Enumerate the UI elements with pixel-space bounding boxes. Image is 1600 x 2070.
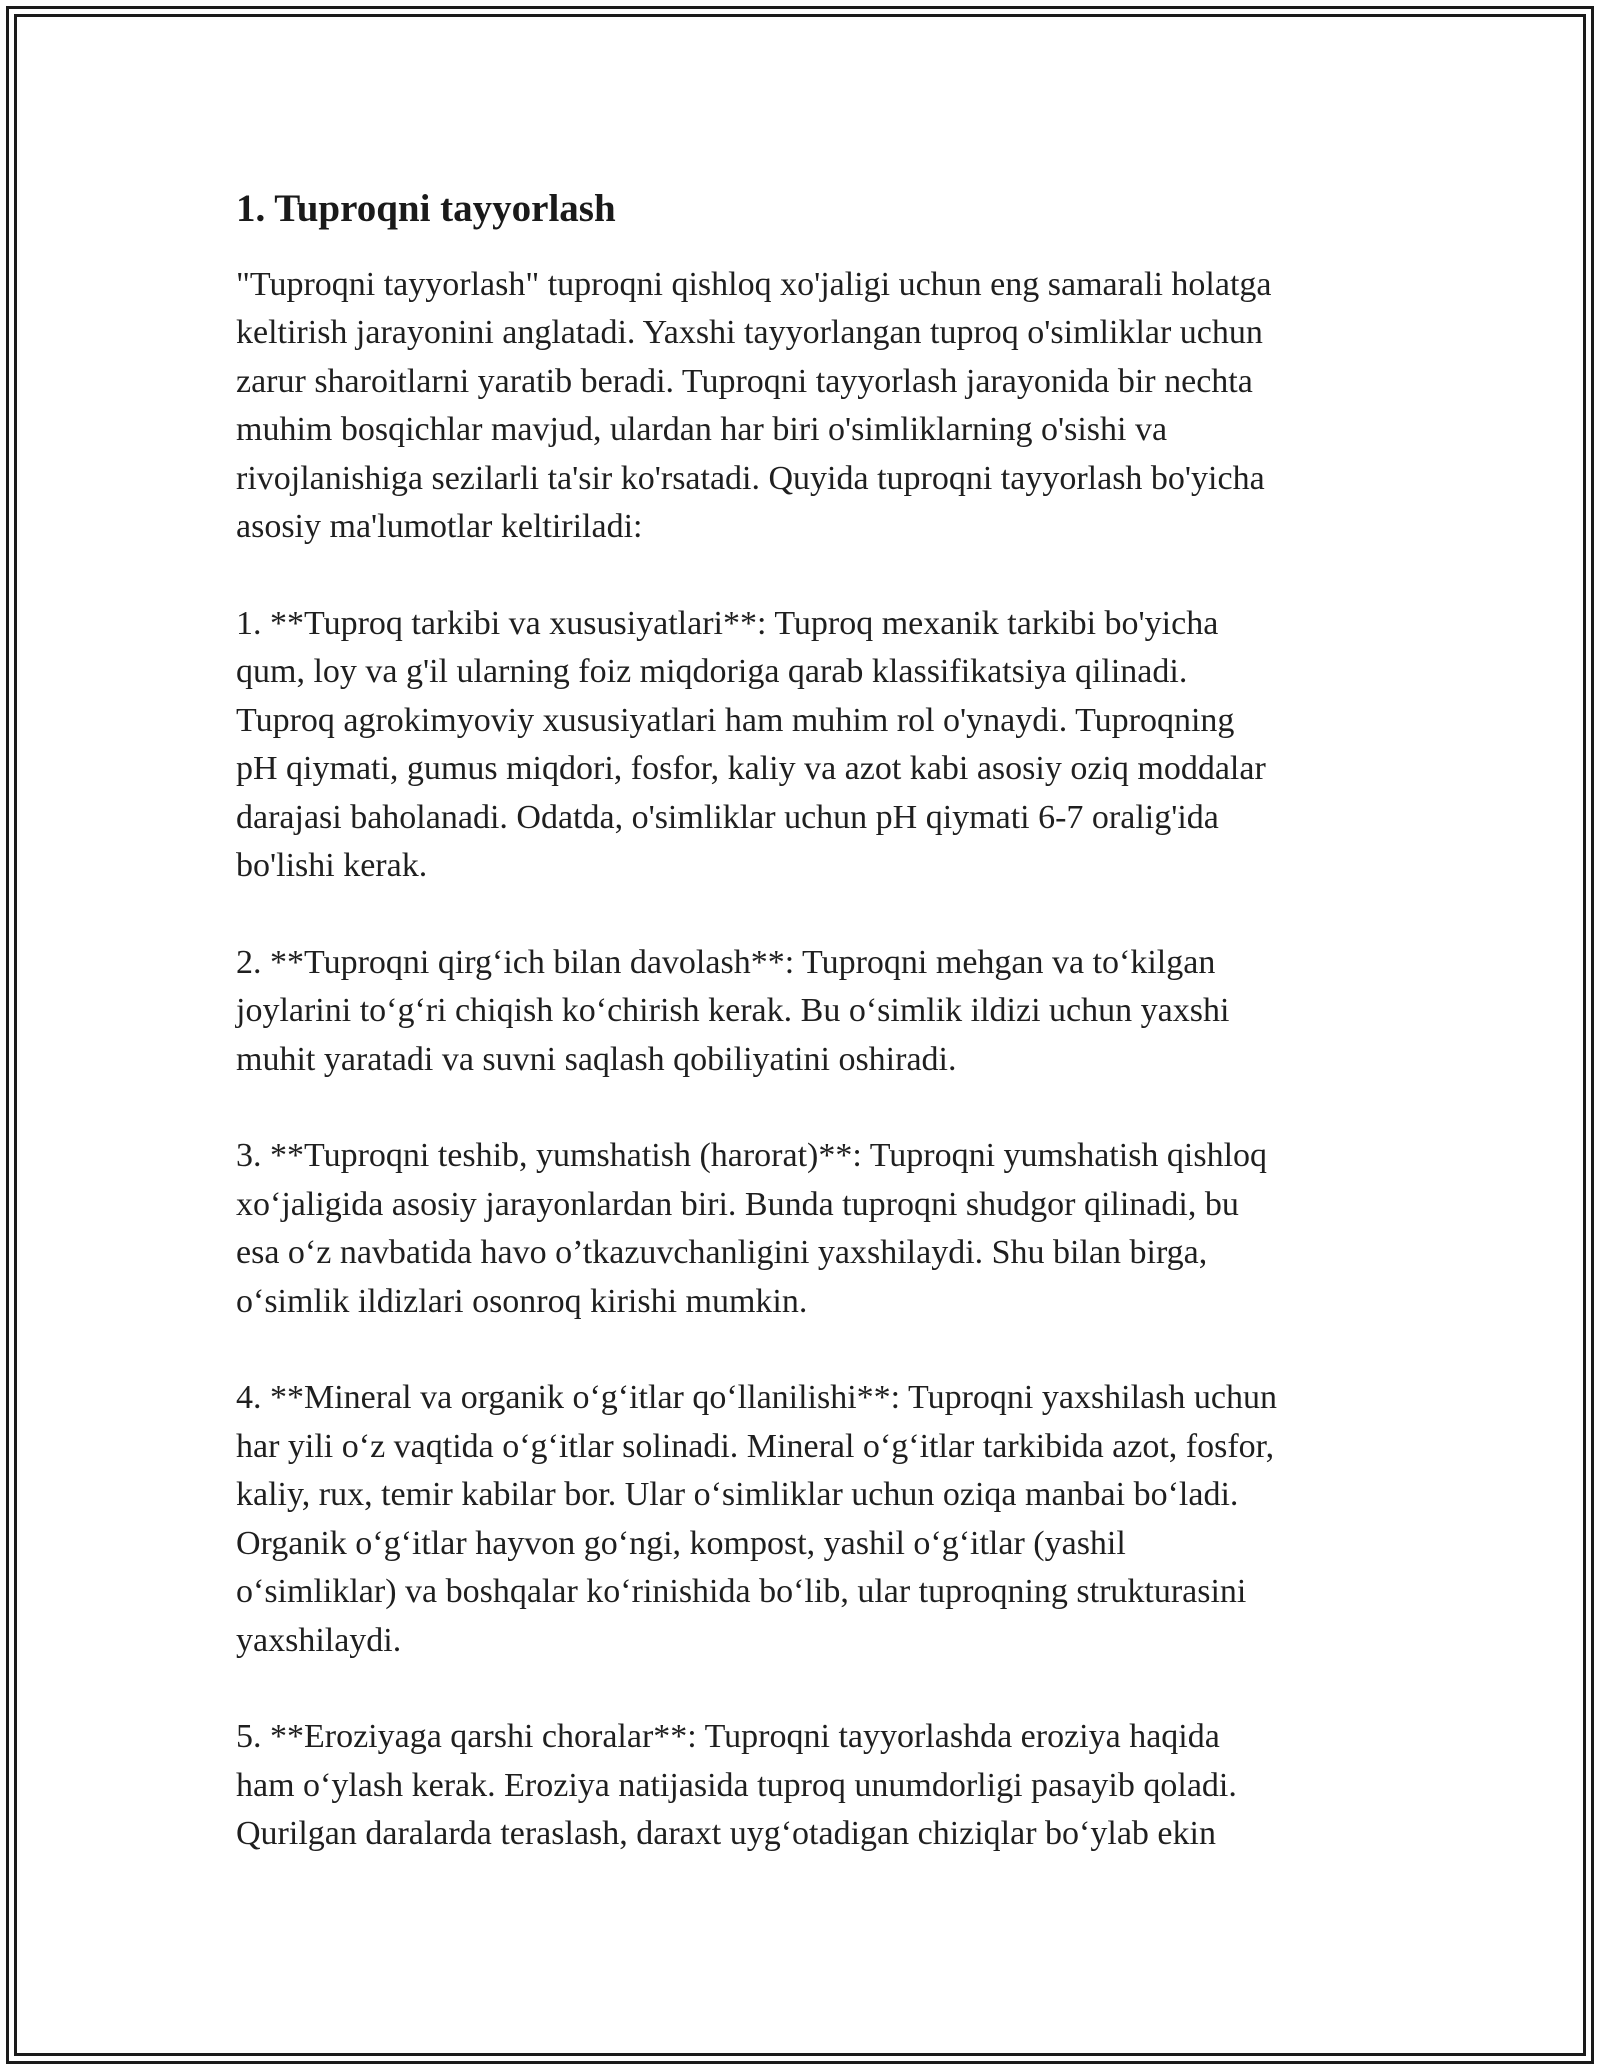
text-line: pH qiymati, gumus miqdori, fosfor, kaliy va azot kabi asosiy oziq moddalar [236, 750, 1266, 788]
text-line: har yili o‘z vaqtida o‘g‘itlar solinadi. Mineral o‘g‘itlar tarkibida azot, fosfor, [236, 1427, 1275, 1465]
text-line: 2. **Tuproqni qirg‘ich bilan davolash**: Tuproqni mehgan va to‘kilgan [236, 943, 1216, 981]
text-line: ham o‘ylash kerak. Eroziya natijasida tuproq unumdorligi pasayib qoladi. [236, 1766, 1237, 1804]
text-line: esa o‘z navbatida havo o’tkazuvchanligini yaxshilaydi. Shu bilan birga, [236, 1234, 1208, 1272]
text-line: yaxshilaydi. [236, 1621, 402, 1659]
text-line: 4. **Mineral va organik o‘g‘itlar qo‘llanilishi**: Tuproqni yaxshilash uchun [236, 1379, 1277, 1417]
intro-paragraph [236, 261, 1386, 552]
text-line: o‘simliklar) va boshqalar ko‘rinishida bo‘lib, ular tuproqning strukturasini [236, 1573, 1247, 1611]
text-line: muhit yaratadi va suvni saqlash qobiliyatini oshiradi. [236, 1040, 957, 1078]
text-line: bo'lishi kerak. [236, 847, 428, 885]
document-body [236, 186, 1386, 1907]
text-line: kaliy, rux, temir kabilar bor. Ular o‘simliklar uchun oziqa manbai bo‘ladi. [236, 1476, 1239, 1514]
list-item-3-paragraph [236, 1132, 1386, 1326]
text-line: 5. **Eroziyaga qarshi choralar**: Tuproqni tayyorlashda eroziya haqida [236, 1718, 1220, 1756]
text-line: Organik o‘g‘itlar hayvon go‘ngi, kompost, yashil o‘g‘itlar (yashil [236, 1524, 1126, 1562]
text-line: zarur sharoitlarni yaratib beradi. Tuproqni tayyorlash jarayonida bir nechta [236, 362, 1253, 400]
text-line: darajasi baholanadi. Odatda, o'simliklar uchun pH qiymati 6-7 oralig'ida [236, 798, 1219, 836]
text-line: qum, loy va g'il ularning foiz miqdoriga qarab klassifikatsiya qilinadi. [236, 653, 1188, 691]
text-line: Qurilgan daralarda teraslash, daraxt uyg‘otadigan chiziqlar bo‘ylab ekin [236, 1815, 1216, 1853]
text-line: muhim bosqichlar mavjud, ulardan har biri o'simliklarning o'sishi va [236, 411, 1168, 449]
text-line: 1. **Tuproq tarkibi va xususiyatlari**: Tuproq mexanik tarkibi bo'yicha [236, 604, 1219, 642]
text-line: Tuproq agrokimyoviy xususiyatlari ham muhim rol o'ynaydi. Tuproqning [236, 701, 1235, 739]
text-line: o‘simlik ildizlari osonroq kirishi mumkin. [236, 1282, 808, 1320]
text-line: "Tuproqni tayyorlash" tuproqni qishloq xo'jaligi uchun eng samarali holatga [236, 265, 1272, 303]
text-line: xo‘jaligida asosiy jarayonlardan biri. Bunda tuproqni shudgor qilinadi, bu [236, 1185, 1239, 1223]
text-line: 3. **Tuproqni teshib, yumshatish (harorat)**: Tuproqni yumshatish qishloq [236, 1137, 1268, 1175]
text-line: rivojlanishiga sezilarli ta'sir ko'rsatadi. Quyida tuproqni tayyorlash bo'yicha [236, 459, 1265, 497]
text-line: keltirish jarayonini anglatadi. Yaxshi tayyorlangan tuproq o'simliklar uchun [236, 314, 1263, 352]
text-line: joylarini to‘g‘ri chiqish ko‘chirish kerak. Bu o‘simlik ildizi uchun yaxshi [236, 992, 1230, 1030]
section-heading: 1. Tuproqni tayyorlash [236, 187, 616, 230]
list-item-2-paragraph [236, 939, 1386, 1085]
list-item-1-paragraph [236, 600, 1386, 891]
list-item-5-paragraph [236, 1713, 1386, 1859]
list-item-4-paragraph [236, 1374, 1386, 1665]
text-line: asosiy ma'lumotlar keltiriladi: [236, 508, 643, 546]
